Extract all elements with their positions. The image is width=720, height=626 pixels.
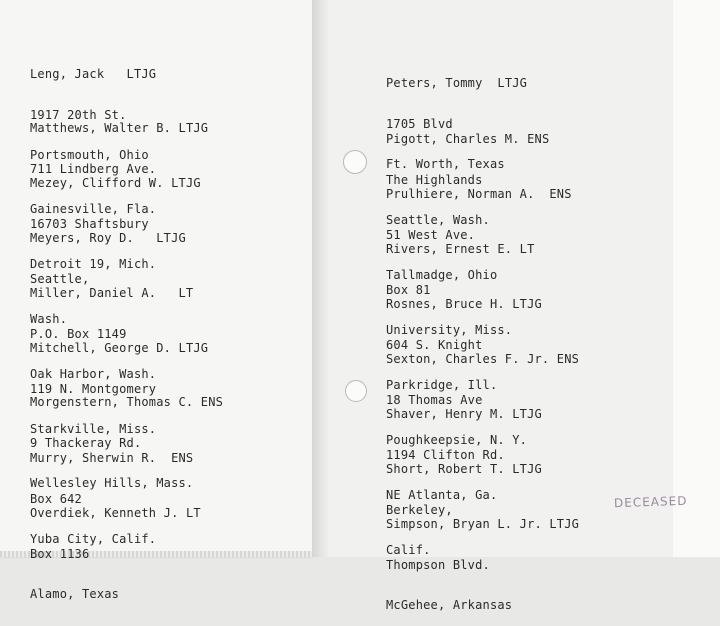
deceased-annotation: DECEASED bbox=[613, 493, 688, 511]
entry-name: Simpson, Bryan L. Jr. bbox=[386, 517, 542, 531]
entry-name: Miller, Daniel A. bbox=[30, 286, 157, 300]
entry-address: Berkeley, bbox=[386, 502, 453, 517]
entry-city: NE Atlanta, Ga. bbox=[386, 488, 498, 502]
entry-address: Thompson Blvd. bbox=[386, 557, 490, 572]
entry-rank: LTJG bbox=[126, 67, 157, 81]
entry-city: Alamo, Texas bbox=[30, 587, 120, 601]
entry-rank: LTJG bbox=[512, 462, 542, 476]
entry-city: Calif. bbox=[386, 543, 431, 557]
entry-city: Yuba City, Calif. bbox=[30, 532, 157, 546]
entry-rank: LT bbox=[178, 286, 194, 300]
roster-entry bbox=[386, 488, 580, 626]
entry-city: Ft. Worth, Texas bbox=[386, 157, 505, 171]
right-margin bbox=[673, 0, 720, 557]
entry-rank: LTJG bbox=[178, 121, 209, 135]
entry-address: Box 1136 bbox=[30, 546, 90, 561]
entry-city: Wellesley Hills, Mass. bbox=[30, 476, 194, 490]
entry-city: Seattle, Wash. bbox=[386, 213, 490, 227]
entry-city: Portsmouth, Ohio bbox=[30, 148, 149, 162]
entry-rank: ENS bbox=[556, 352, 580, 366]
entry-rank: ENS bbox=[171, 451, 194, 465]
entry-name: Short, Robert T. bbox=[386, 462, 505, 476]
entry-rank: LTJG bbox=[156, 231, 186, 245]
entry-name: Shaver, Henry M. bbox=[386, 407, 505, 421]
entry-name: Pigott, Charles M. bbox=[386, 132, 520, 146]
entry-address: 16703 Shaftsbury bbox=[30, 216, 149, 231]
entry-city: Starkville, Miss. bbox=[30, 422, 157, 436]
entry-address: 18 Thomas Ave bbox=[386, 392, 483, 407]
entry-rank: LT bbox=[185, 506, 201, 520]
entry-address: 51 West Ave. bbox=[386, 227, 476, 242]
entry-address: 1705 Blvd bbox=[386, 116, 453, 131]
entry-address: 1917 20th St. bbox=[30, 107, 127, 122]
entry-rank: ENS bbox=[200, 395, 224, 409]
entry-address: 9 Thackeray Rd. bbox=[30, 435, 142, 450]
entry-name: Peters, Tommy bbox=[386, 76, 483, 90]
entry-name: Mezey, Clifford W. bbox=[30, 176, 164, 190]
entry-address: 711 Lindberg Ave. bbox=[30, 161, 157, 176]
page-gutter bbox=[312, 0, 328, 557]
entry-rank: LTJG bbox=[512, 297, 542, 311]
entry-name: Leng, Jack bbox=[30, 67, 105, 81]
entry-city: Parkridge, Ill. bbox=[386, 378, 498, 392]
entry-rank: LT bbox=[519, 242, 535, 256]
entry-rank: ENS bbox=[549, 187, 572, 201]
entry-address: Seattle, bbox=[30, 271, 90, 286]
entry-address: 119 N. Montgomery bbox=[30, 381, 157, 396]
entry-city: University, Miss. bbox=[386, 323, 513, 337]
entry-city: Tallmadge, Ohio bbox=[386, 268, 498, 282]
entry-address: Box 81 bbox=[386, 282, 431, 297]
entry-rank: LTJG bbox=[512, 407, 542, 421]
entry-city: Oak Harbor, Wash. bbox=[30, 367, 157, 381]
entry-name: Murry, Sherwin R. bbox=[30, 451, 157, 465]
entry-city: Detroit 19, Mich. bbox=[30, 257, 157, 271]
roster-entry bbox=[30, 480, 201, 615]
entry-city: Wash. bbox=[30, 312, 68, 326]
entry-name: Sexton, Charles F. Jr. bbox=[386, 352, 550, 366]
entry-rank: LTJG bbox=[171, 176, 201, 190]
entry-city: Gainesville, Fla. bbox=[30, 202, 157, 216]
entry-city: Poughkeepsie, N. Y. bbox=[386, 433, 528, 447]
entry-name: Meyers, Roy D. bbox=[30, 231, 134, 245]
entry-name: Rosnes, Bruce H. bbox=[386, 297, 505, 311]
entry-name: Prulhiere, Norman A. bbox=[386, 187, 535, 201]
binder-hole-icon bbox=[345, 380, 367, 402]
entry-name: Mitchell, George D. bbox=[30, 341, 172, 355]
entry-name: Rivers, Ernest E. bbox=[386, 242, 513, 256]
entry-name: Morgenstern, Thomas C. bbox=[30, 395, 194, 409]
entry-rank: LTJG bbox=[549, 517, 580, 531]
entry-address: The Highlands bbox=[386, 172, 483, 187]
entry-address: 1194 Clifton Rd. bbox=[386, 447, 505, 462]
entry-city: McGehee, Arkansas bbox=[386, 598, 513, 612]
entry-rank: LTJG bbox=[178, 341, 209, 355]
binder-hole-icon bbox=[343, 150, 367, 174]
entry-address: P.O. Box 1149 bbox=[30, 326, 127, 341]
entry-name: Matthews, Walter B. bbox=[30, 121, 172, 135]
entry-rank: LTJG bbox=[497, 76, 528, 90]
entry-address: 604 S. Knight bbox=[386, 337, 483, 352]
entry-rank: ENS bbox=[527, 132, 550, 146]
entry-name: Overdiek, Kenneth J. bbox=[30, 506, 179, 520]
entry-address: Box 642 bbox=[30, 491, 82, 506]
